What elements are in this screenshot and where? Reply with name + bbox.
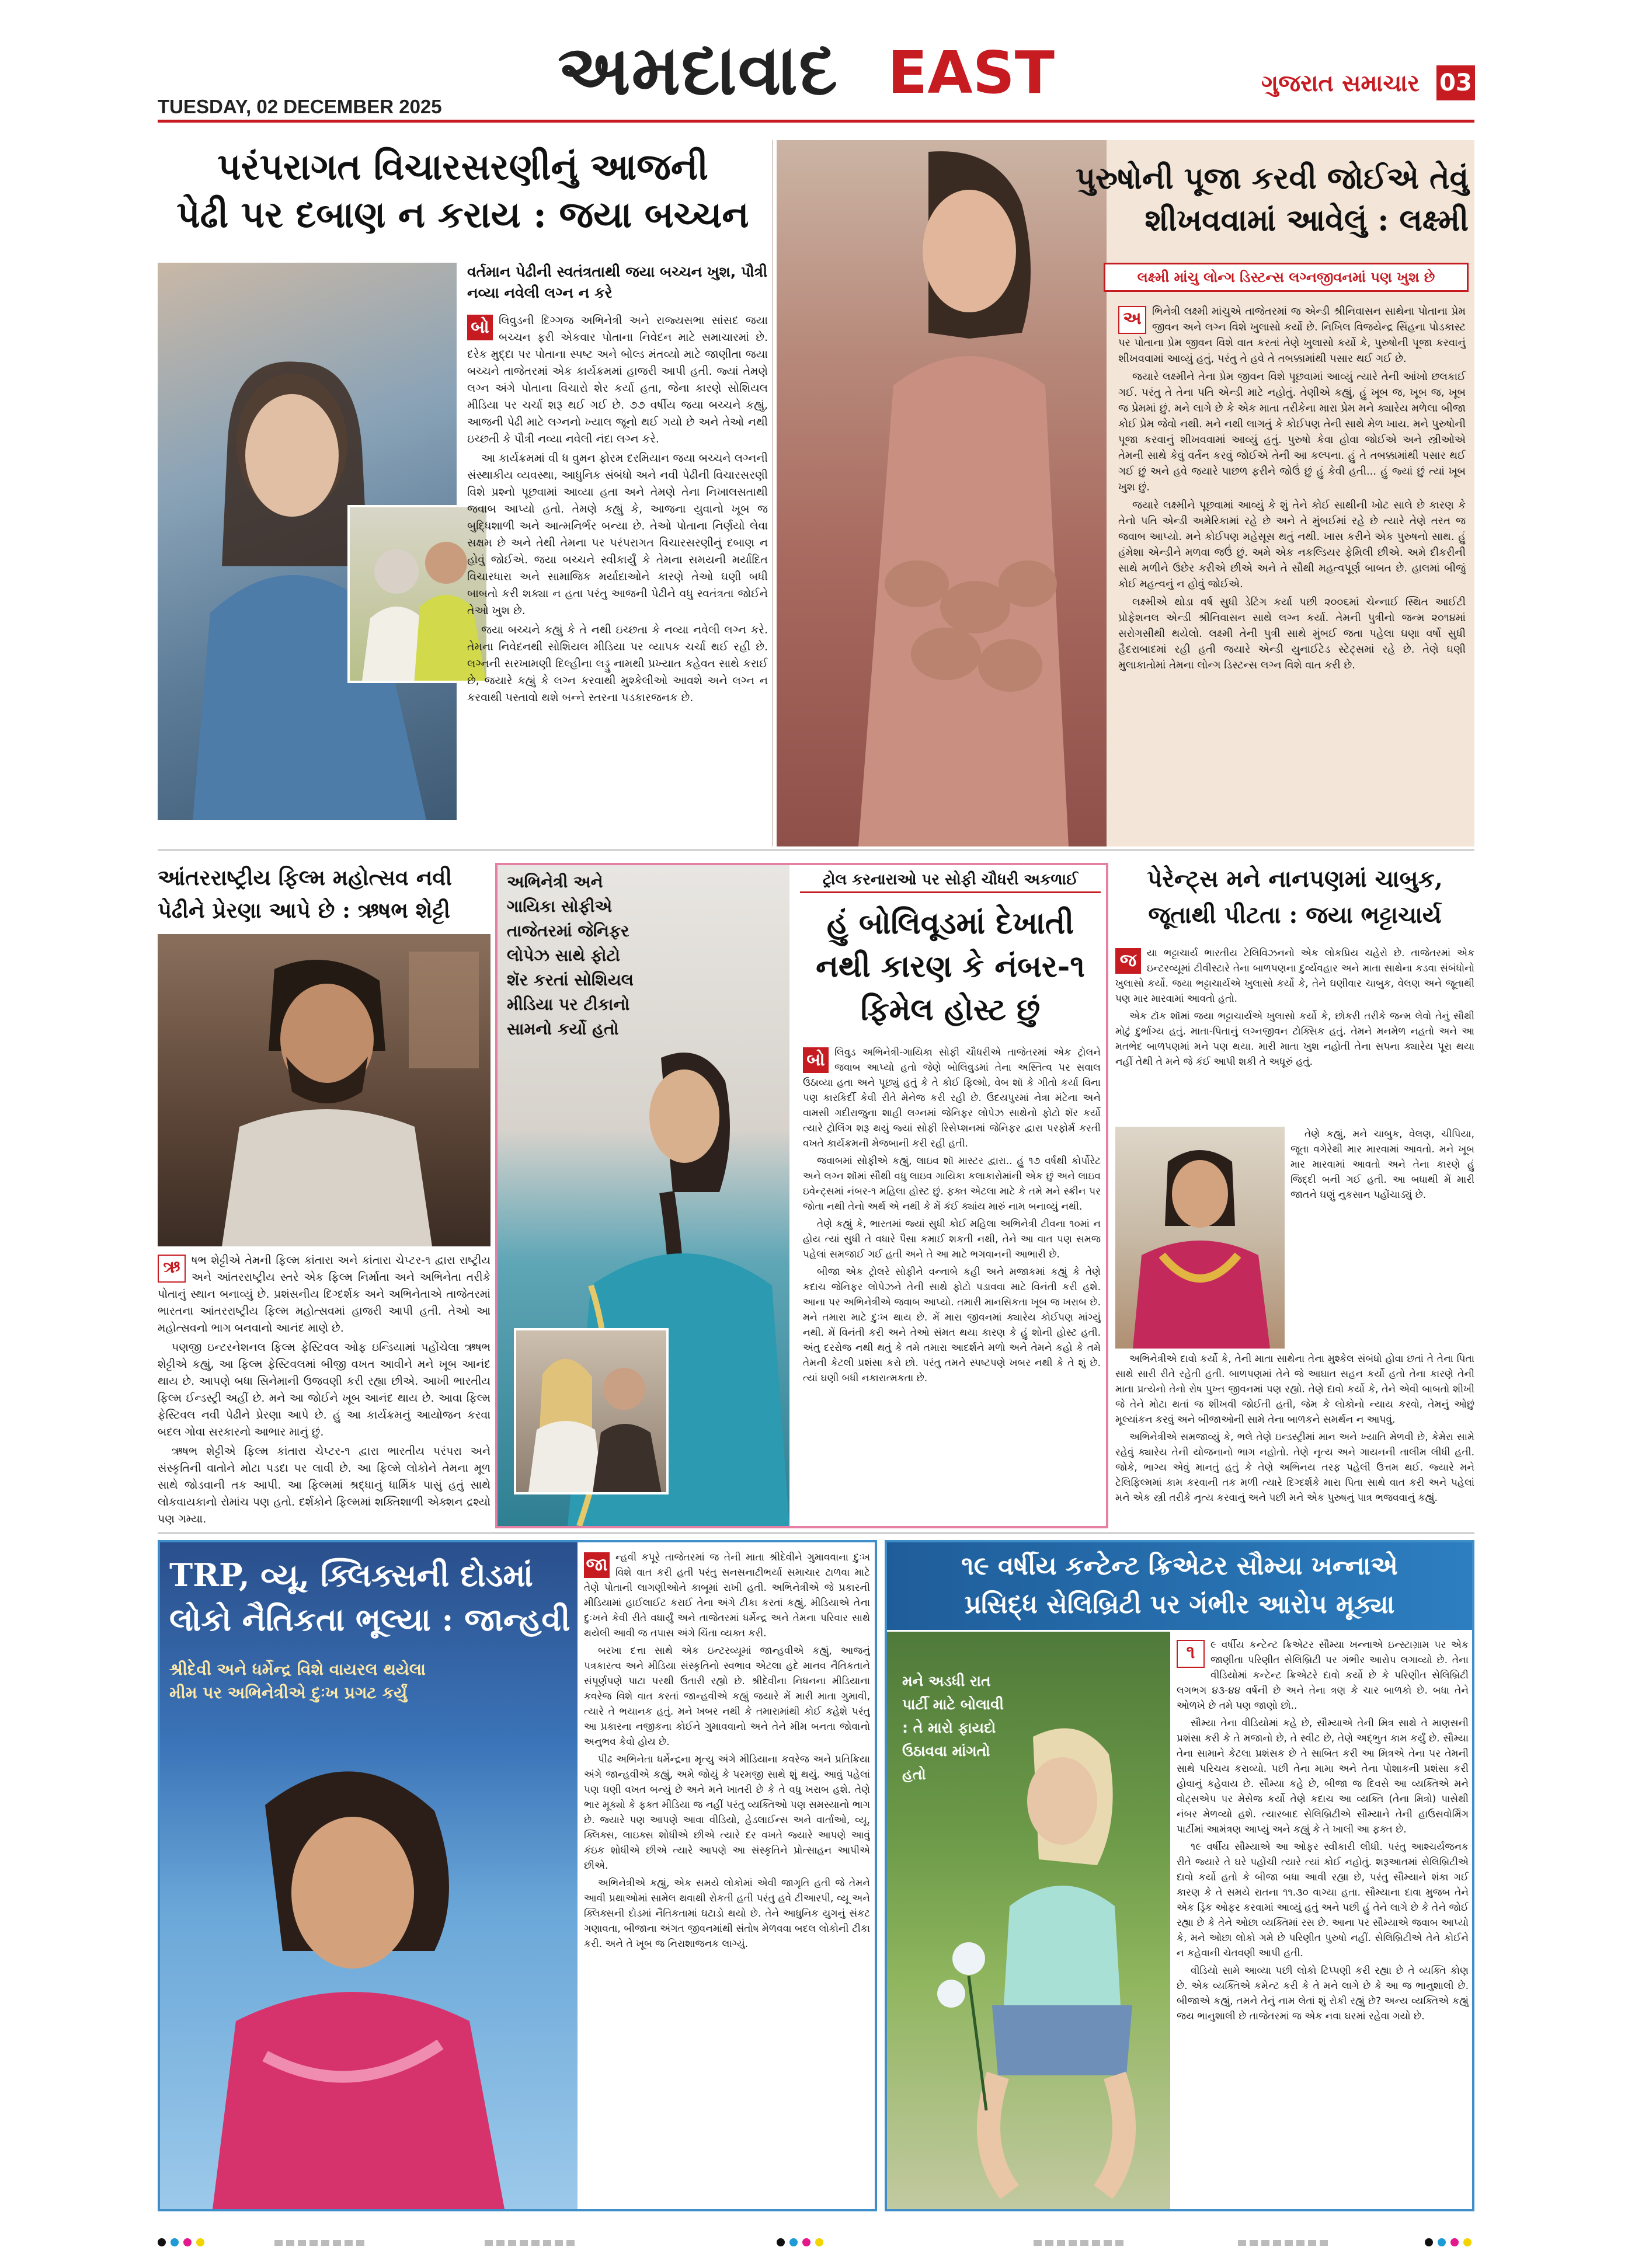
jaya-subhead: વર્તમાન પેઢીની સ્વતંત્રતાથી જયા બચ્ચન ખુશ, પૌત્રી નવ્યા નવેલી લગ્ન ન કરે [467,263,768,301]
registration-dot [1463,2238,1472,2246]
jaya-paragraph: લિવુડની દિગ્ગજ અભિનેત્રી અને રાજ્યસભા સાંસદ જયા બચ્ચન ફરી એકવાર પોતાના નિવેદન માટે સમાચારમાં છે. દરેક મુદ્દા પર પોતાના સ્પષ્ટ અને બોલ્ડ મંતવ્યો માટે જાણીતા જયા બચ્ચને તાજેતરમાં એક કાર્યક્રમમાં હાજરી આપી હતી. જ્યાં તેમણે લગ્ન અંગે પોતાના વિચારો શેર કર્યા હતા, જેના કારણે સોશિયલ મીડિયા પર ચર્ચા શરૂ થઈ ગઈ છે. ૭૭ વર્ષીય જયા બચ્ચને કહ્યું, આજની પેઢી માટે લગ્નનો ખ્યાલ જૂનો થઈ ગયો છે અને તેઓ નથી ઇચ્છતી કે પૌત્રી નવ્યા નવેલી નંદા લગ્ન કરે. [467,314,768,445]
lakshmi-headline-line2: શીખવવામાં આવેલું : લક્ષ્મી [1144,203,1469,238]
rishab-photo [158,934,491,1246]
bearded-man-icon [158,934,491,1246]
sophie-paragraph: તેણે કહ્યું કે, ભારતમાં જ્યાં સુધી કોઈ મહિલા અભિનેત્રી ટીવના ૧૦માં ન હોય ત્યાં સુધી તે વધારે પૈસા કમાઈ શકતી નથી, તેને આ વાત પણ સમજ પહેલાં સમજાઈ ગઈ હતી અને તે આ માટે ભગવાનની આભારી છે. [803,1218,1101,1260]
masthead-east: EAST [888,39,1055,107]
janhvi-paragraph: પીઢ અભિનેતા ધર્મેન્દ્રના મૃત્યુ અંગે મીડિયાના કવરેજ અને પ્રતિક્રિયા અંગે જાન્હવીએ કહ્યું, અમે જોયું કે પરમજી સાથે શું થયું. આવું પહેલાં પણ ઘણી વખત બન્યું છે અને મને ખાતરી છે કે તે વધુ ખરાબ હશે. તેણે ભાર મૂક્યો કે ફક્ત મીડિયા જ નહીં પરંતુ વ્યક્તિઓ પણ સમસ્યાનો ભાગ છે. જ્યારે પણ આપણે આવા વીડિયો, હેડલાઈન્સ અને વાર્તાઓ, વ્યૂ, ક્લિક્સ, લાઇક્સ શોધીએ છીએ ત્યારે દર વખતે જ્યારે આપણે આવું કંઇક શોધીએ છીએ ત્યારે આપણે આ સંસ્કૃતિને પ્રોત્સાહન આપીએ છીએ. [584,1754,870,1872]
janhvi-subhead-line1: શ્રીદેવી અને ધર્મેન્દ્ર વિશે વાયરલ થયેલા [169,1660,426,1679]
jayabhatta-paragraph: અભિનેત્રીએ દાવો કર્યો કે, તેની માતા સાથેના તેના મુશ્કેલ સંબંધો હોવા છતાં તે તેના પિતા સાથે સારી રીતે રહેતી હતી. બાળપણમાં તેને જે આઘાત સહન કર્યો હતો તેના કારણે તેની માતા પ્રત્યેનો તેનો રોષ પુખ્ત જીવનમાં પણ રહ્યો. તેણે દાવો કર્યો કે, તેને એવી બાબતો શીખી જે તેને મોટા થતાં જ શીખવી જોઈતી હતી, જેમ કે લોકોનો ન્યાય કરવો, તેમનું ઓછું મૂલ્યાંકન કરવું અને બીજાઓની સામે તેના બાળકને સમર્થન ન આપવું. [1115,1353,1474,1426]
sophie-paragraph: બીજા એક ટ્રોલરે સોફીને વન્નાબે કહી અને મજાકમાં કહ્યું કે તેણે કદાચ જેનિફર લોપેઝને તેની સાથે ફોટો પડાવવા માટે વિનંતી કરી હશે. આના પર અભિનેત્રીએ જવાબ આપ્યો. તમારી માનસિકતા ખૂબ જ ખરાબ છે. મને તમારા માટે દુઃખ થાય છે. મેં મારા જીવનમાં ક્યારેય કોઈપણ માંગ્યું નથી. મેં વિનંતી કરી અને તેઓ સંમત થયા કારણ કે હું શોની હોસ્ટ હતી. અંતુ દરરોજ નથી થતું કે તમે તમારા આદર્શને મળો અને તેમને કહો કે તમે તેમની કેટલી પ્રશંસા કરો છો. પરંતુ તમને સ્પષ્ટપણે ખબર નથી કે તે શું છે. ત્યાં ઘણી બધી નકારાત્મકતા છે. [803,1266,1101,1384]
page-number [1436,65,1475,100]
jaya-headline-line2: પેઢી પર દબાણ ન કરાય : જયા બચ્ચન [176,193,749,236]
sophie-dropcap: બો [803,1047,829,1073]
sophie-body [803,1045,1101,1524]
sophie-side-caption: અભિનેત્રી અને ગાયિકા સોફીએ તાજેતરમાં જેનિફર લોપેઝ સાથે ફોટો શૅર કરતાં સોશિયલ મીડિયા પર ટીકાનો સામનો કર્યો હતો [507,872,634,1039]
registration-dot [802,2238,810,2246]
registration-bar [1034,2240,1127,2246]
saumya-paragraph: ૧૯ વર્ષીય સૌમ્યાએ આ ઓફર સ્વીકારી લીધી. પરંતુ આશ્ચર્યજનક રીતે જ્યારે તે ઘરે પહોંચી ત્યારે ત્યાં કોઈ નહોતું. શરૂઆતમાં સેલિબ્રિટીએ દાવો કર્યો હતો કે બીજા બધા આવી રહ્યા છે, પરંતુ સૌમ્યાને શંકા ગઈ કારણ કે તે સમયે રાતના ૧૧.૩૦ વાગ્યા હતા. સૌમ્યાના દાવા મુજબ તેને એક ડ્રિંક ઓફર કરવામાં આવ્યું હતું અને પછી હું તેને લાગે છે કે તેને જોઈ રહ્યા છે કે તેને ઓછા વ્યક્તિમાં રસ છે. આના પર સૌમ્યાએ જવાબ આપ્યો કે, મને ઓછા લોકો ગમે છે પરિણીત પુરુષો નહીં. સેલિબ્રિટીએ તેને કોઈને ન કહેવાની ચેતવણી આપી હતી. [1177,1841,1469,1959]
sophie-headline-line1: હું બોલિવૂડમાં દેખાતી [826,905,1074,941]
rishab-paragraph: પણજી ઇન્ટરનેશનલ ફિલ્મ ફેસ્ટિવલ ઓફ ઇન્ડિયામાં પહોંચેલા ઋષભ શેટ્ટીએ કહ્યું, આ ફિલ્મ ફેસ્ટિવલમાં બીજી વખત આવીને મને ખૂબ આનંદ થાય છે. આપણે બધા સિનેમાની ઉજવણી કરી રહ્યા છીએ. આખી ભારતીય ફિલ્મ ઈન્ડસ્ટ્રી અહીં છે. મને આ જોઈને ખૂબ આનંદ થાય છે. આવા ફિલ્મ ફેસ્ટિવલ નવી પેઢીને પ્રેરણા આપે છે. હું આ કાર્યક્રમનું આયોજન કરવા બદલ ગોવા સરકારનો આભાર માનું છું. [158,1341,491,1438]
lakshmi-body [1118,304,1466,844]
lakshmi-paragraph: ભિનેત્રી લક્ષ્મી માંચુએ તાજેતરમાં જ એન્ડી શ્રીનિવાસન સાથેના પોતાના પ્રેમ જીવન અને લગ્ન વિશે ખુલાસો કર્યો છે. નિખિલ વિજયેન્દ્ર સિંહના પોડકાસ્ટ પર પોતાના પ્રેમ જીવન વિશે વાત કરતાં તેણે ખુલાસો કર્યો કે, પુરુષોની પૂજા કરવાનું શીખવવામાં આવ્યું હતું, પરંતુ તે હવે તે તબક્કામાંથી પસાર થઈ ગઈ છે. [1118,305,1466,365]
saumya-headline [887,1547,1472,1624]
registration-dot [183,2238,192,2246]
lakshmi-headline [1051,158,1469,242]
janhvi-headline-line2: લોકો નૈતિકતા ભૂલ્યા : જાન્હવી [169,1601,570,1638]
lakshmi-headline-line1: પુરુષોની પૂજા કરવી જોઈએ તેવું [1076,161,1469,196]
sophie-paragraph: લિવુડ અભિનેત્રી-ગાયિકા સોફી ચૌધરીએ તાજેતરમાં એક ટ્રોલને જવાબ આપ્યો હતો જેણે બોલિવુડમાં તેના અસ્તિત્વ પર સવાલ ઉઠાવ્યા હતા અને પૂછ્યું હતું કે તે કોઈ ફિલ્મો, વેબ શૉ કે ગીતો કર્યા વિના પણ કારકિર્દી કેવી રીતે મેનેજ કરી રહી છે. ઉદયપુરમાં નેત્રા મંટેના અને વામસી ગદીરાજુના શાહી લગ્નમાં જેનિફર લોપેઝ સાથેનો ફોટો શૅર કર્યો ત્યારે ટ્રોલિંગ શરૂ થયું જ્યાં સોફી રિસેપ્શનમાં જેનિફર દ્વારા પરફોર્મ કરતી વખતે કાર્યક્રમની મેજબાની કરી રહી હતી. [803,1047,1101,1149]
saumya-paragraph: વીડિયો સામે આવ્યા પછી લોકો ટિપ્પણી કરી રહ્યા છે તે વ્યક્તિ કોણ છે. એક વ્યક્તિએ કમેન્ટ કરી કે તે મને લાગે છે કે આ જ ભાનુશાલી છે. બીજાએ કહ્યું, તમને તેનું નામ લેતાં શું રોકી રહ્યું છે? અન્ય વ્યક્તિએ કહ્યું જય ભાનુશાલી છે તાજેતરમાં જ એક નવા ઘરમાં રહેવા ગયો છે. [1177,1965,1469,2022]
registration-dot [196,2238,204,2246]
sophie-jlo-photo [514,1328,669,1494]
jayabhatta-body-side [1290,1127,1474,1349]
registration-strip [158,2236,1474,2250]
woman-in-pink-outfit-icon [160,1542,578,2209]
registration-dot [815,2238,823,2246]
column-divider [772,140,773,846]
sophie-headline-line2: નથી કારણ કે નંબર-૧ [816,949,1085,984]
page-number-text: 03 [1439,69,1472,96]
jayabhatta-body-bottom [1115,1351,1474,1527]
masthead-paper: ગુજરાત સમાચાર [1261,70,1420,97]
sophie-kicker: ટ્રોલ કરનારાઓ પર સોફી ચૌધરી અકળાઈ [800,871,1101,893]
janhvi-headline [169,1553,578,1642]
jayabhatta-dropcap: જ [1115,948,1141,974]
saumya-dropcap: ૧ [1177,1640,1205,1668]
jaya-paragraph: જયા બચ્ચને કહ્યું કે તે નથી ઇચ્છતા કે નવ્યા નવેલી લગ્ન કરે. તેમના નિવેદનથી સોશિયલ મીડિયા પર વ્યાપક ચર્ચા થઈ રહી છે. લગ્નની સરખામણી દિલ્હીના લડ્ડુ નામથી પ્રખ્યાત કહેવત સાથે કરાઈ છે, જયારે કહ્યું કે લગ્ન કરવાથી મુશ્કેલીઓ આવશે અને લગ્ન ન કરવાથી પસ્તાવો થશે બન્ને સ્તરના પડકારજનક છે. [467,623,768,704]
registration-dot [1450,2238,1459,2246]
registration-dot [171,2238,179,2246]
janhvi-photo [160,1542,578,2209]
janhvi-paragraph: બરખા દત્તા સાથે એક ઇન્ટરવ્યૂમાં જાન્હવીએ કહ્યું, આજનું પત્રકારત્વ અને મીડિયા સંસ્કૃતિનો સ્વભાવ એટલા હદે માનવ નૈતિકતાને સંપૂર્ણપણે પાટા પરથી ઉતારી રહ્યો છે. શ્રીદેવીના નિધનના મીડિયાના કવરેજ વિશે વાત કરતાં જાન્હવીએ કહ્યું જયારે મેં મારી માતા ગુમાવી, ત્યારે તે ભયાનક હતું. મને ખબર નથી કે તમારામાંથી કોઈ કહેશે પરંતુ આ પ્રકારના નજીકના કોઈને ગુમાવવાનો અને તેને મીમ બનતા જોવાનો અનુભવ કેવો હોય છે. [584,1645,870,1748]
sophie-paragraph: જવાબમાં સોફીએ કહ્યું, લાઇવ શૉ માસ્ટર દ્વારા.. હું ૧૭ વર્ષથી કોર્પોરેટ અને લગ્ન શૉમાં સૌથી વધુ લાઇવ ગાયિકા કલાકારોમાંની એક છું અને લાઇવ ઇવેન્ટ્સમાં નંબર-૧ મહિલા હોસ્ટ છું. ફક્ત એટલા માટે કે તમે મને સ્ક્રીન પર જોતા નથી તેનો અર્થ એ નથી કે મેં કંઈ ક્યાંય મારું નામ બનાવ્યું નથી. [803,1155,1101,1213]
janhvi-subhead-line2: મીમ પર અભિનેત્રીએ દુઃખ પ્રગટ કર્યું [169,1683,408,1702]
registration-dot [777,2238,785,2246]
jaya-dropcap: બો [467,315,493,340]
masthead [0,0,1635,123]
masthead-rule [158,120,1474,123]
janhvi-body [584,1550,870,2207]
jayabhatta-photo [1115,1127,1285,1349]
jayabhatta-paragraph: અભિનેત્રીએ સમજાવ્યું કે, ભલે તેણે ઇન્ડસ્ટ્રીમાં માન અને ખ્યાતિ મેળવી છે, કેમેરા સામે રહેવું ક્યારેય તેની યોજનાનો ભાગ નહોતો. તેણે નૃત્ય અને ગાયનની તાલીમ લીધી હતી. જોકે, ભાગ્ય એવું માનતું હતું કે તેણે અભિનય તરફ પહેલી ઉત્તમ થઈ. જ્યારે મને ટેલિફિલ્મમાં કામ કરવાની તક મળી ત્યારે દિગ્દર્શકે મારા પિતા સાથે વાત કરી અને પહેલાં મને એક સ્ત્રી તરીકે નૃત્ય કરવાનું અને પછી મને એક પુરુષનું પાત્ર ભજવવાનું કહ્યું. [1115,1431,1474,1504]
woman-in-saree-icon [1115,1127,1285,1349]
masthead-date: TUESDAY, 02 DECEMBER 2025 [158,96,442,117]
lakshmi-paragraph: જયારે લક્ષ્મીને પૂછવામાં આવ્યું કે શું તેને કોઈ સાથીની ખોટ સાલે છે કારણ કે તેનો પતિ એન્ડી અમેરિકામાં રહે છે અને તે મુંબઈમાં રહે છે ત્યારે તેણે તરત જ જવાબ આપ્યો. મને કોઈપણ મહેસૂસ થતું નથી. ખાસ કરીને એક પુરુષનો સાથ. હું હંમેશા એન્ડીને મળવા જઉં છું. અમે એક નકલ્ડિયર ફેમિલી છીએ. અમે દીકરીની સાથે મળીને ઉછેર કરીએ છીએ અને તે સૌથી મહત્વપૂર્ણ બાબત છે. હાલમાં બીજું કોઈ મહત્વનું ન હોવું જોઈએ. [1118,499,1466,590]
janhvi-subhead [169,1658,578,1705]
janhvi-headline-line1: TRP, વ્યૂ, ક્લિક્સની દોડમાં [169,1556,533,1594]
lakshmi-photo [777,140,1107,846]
saumya-headline-line1: ૧૯ વર્ષીય કન્ટેન્ટ ક્રિએટર સૌમ્યા ખન્નાએ [961,1551,1398,1581]
registration-dot [789,2238,798,2246]
registration-bar [274,2240,368,2246]
lakshmi-subhead: લક્ષ્મી માંચુ લોન્ગ ડિસ્ટન્સ લગ્નજીવનમાં પણ ખુશ છે [1137,269,1435,285]
registration-bar [485,2240,578,2246]
sophie-headline-line3: ફિમેલ હોસ્ટ છું [860,992,1041,1027]
lakshmi-dropcap: અ [1118,306,1146,334]
registration-dot [1425,2238,1433,2246]
janhvi-dropcap: જા [584,1552,610,1578]
janhvi-paragraph: ન્હવી કપૂરે તાજેતરમાં જ તેની માતા શ્રીદેવીને ગુમાવવાના દુઃખ વિશે વાત કરી હતી પરંતુ સનસનાટીભર્યા સમાચાર ટાળવા માટે તેણે પોતાની લાગણીઓને કાબૂમાં રાખી હતી. અભિનેત્રીએ જે પ્રકારની મીડિયામાં હાઈલાઈટ કરાઈ તેના અંગે ટીકા કરતાં કહ્યું, મીડિયાએ તેના દુઃખને કેવી રીતે વધાર્યું અને તાજેતરમાં ધર્મેન્દ્ર અને તેમના પરિવાર સાથે થયેલી આવી જ તપાસ અંગે ચિંતા વ્યક્ત કરી. [584,1552,870,1639]
jaya-headline [158,143,768,239]
lakshmi-subhead-box [1104,263,1469,292]
jayabhatta-headline [1115,861,1474,933]
saumya-paragraph: ૯ વર્ષીય કન્ટેન્ટ ક્રિએટર સૌમ્યા ખન્નાએ ઇન્સ્ટાગ્રામ પર એક જાણીતા પરિણીત સેલિબ્રિટી પર ગંભીર આરોપ લગાવ્યો છે. તેના વીડિયોમાં કન્ટેન્ટ ક્રિએટરે દાવો કર્યો છે કે પરિણીત સેલિબ્રિટી લગભગ ૪૩-૪૪ વર્ષની છે અને તેના ત્રણ કે ચાર બાળકો છે. બધા તેને ઓળખે છે તમે પણ જાણો છો.. [1177,1639,1469,1712]
rishab-body [158,1252,491,1527]
registration-bar [1238,2240,1331,2246]
masthead-title: અમદાવાદ [558,29,839,110]
sophie-headline [800,902,1101,1032]
jayabhatta-body-top [1115,946,1474,1127]
jayabhatta-paragraph: તેણે કહ્યું, મને ચાબુક, વેલણ, ચીપિયા, જૂતા વગેરેથી માર મારવામાં આવતો. મને ખૂબ માર મારવામાં આવતો અને તેના કારણે હું જિદ્દી બની ગઈ હતી. આ બધાથી મેં મારી જાતને ઘણું નુકસાન પહોંચાડ્યું છે. [1290,1128,1474,1201]
rishab-paragraph: ઋષભ શેટ્ટીએ ફિલ્મ કાંતારા ચેપ્ટર-૧ દ્વારા ભારતીય પરંપરા અને સંસ્કૃતિની વાતોને મોટા પડદા પર લાવી છે. આ ફિલ્મે લોકોને તેમના મૂળ સાથે જોડવાની તક આપી. આ ફિલ્મમાં શ્રદ્ધાનું ધાર્મિક પાસું હતું સાથે લોકવાયકાનો રોમાંચ પણ હતો. દર્શકોને ફિલ્મમાં શક્તિશાળી એક્શન દ્રશ્યો પણ ગમ્યા. [158,1445,491,1525]
janhvi-paragraph: અભિનેત્રીએ કહ્યું, એક સમયે લોકોમાં એવી જાગૃતિ હતી જે તેમને આવી પ્રથાઓમાં સામેલ થવાથી રોકતી હતી પરંતુ હવે ટીઆરપી, વ્યૂ અને ક્લિક્સની દોડમાં નૈતિકતામાં ઘટાડો થયો છે. તેને આધુનિક યુગનું સંકટ ગણાવતા, બીજાના અંગત જીવનમાંથી સંતોષ મેળવવા બદલ લોકોની ટીકા કરી. અને તે ખૂબ જ નિરાશાજનક લાગ્યું. [584,1877,870,1950]
section-rule [158,1532,1474,1534]
jaya-paragraph: આ કાર્યક્રમમાં વી ધ વુમન ફોરમ દરમિયાન જયા બચ્ચને લગ્નની સંસ્થાકીય વ્યવસ્થા, આધુનિક સંબંધો અને નવી પેઢીની વિચારસરણી વિશે પ્રશ્નો પૂછવામાં આવ્યા હતા અને તેમણે તેના નિખાલસતાથી જવાબ આપ્યો હતો. તેમણે કહ્યું કે, આજના યુવાનો ખૂબ જ બુદ્ધિશાળી અને આત્મનિર્ભર બન્યા છે. તેઓ પોતાના નિર્ણયો લેવા સક્ષમ છે અને તેથી તેમના પર પરંપરાગત વિચારસરણીનું દબાણ ન હોવું જોઈએ. જયા બચ્ચને સ્વીકાર્યું કે તેમના સમયની મર્યાદિત વિચારધારા અને સામાજિક મર્યાદાઓને કારણે તેઓ ઘણી બધી બાબતો કરી શક્યા ન હતા પરંતુ આજની પેઢીને વધુ સ્વતંત્રતા જોઈને તેઓ ખુશ છે. [467,452,768,617]
two-people-icon [516,1330,669,1494]
saumya-photo-quote: મને અડધી રાત પાર્ટી માટે બોલાવી : તે મારો ફાયદો ઉઠાવવા માંગતો હતો [902,1673,1004,1783]
rishab-headline [158,861,493,926]
rishab-dropcap: ઋ [158,1255,186,1283]
rishab-headline-line2: પેઢીને પ્રેરણા આપે છે : ઋષભ શેટ્ટી [158,897,451,923]
saumya-headline-line2: પ્રસિદ્ધ સેલિબ્રિટી પર ગંભીર આરોપ મૂક્યા [964,1590,1395,1619]
lakshmi-paragraph: લક્ષ્મીએ થોડા વર્ષ સુધી ડેટિંગ કર્યા પછી ૨૦૦૬માં ચેન્નાઈ સ્થિત આઈટી પ્રોફેશનલ એન્ડી શ્રીનિવાસન સાથે લગ્ન કર્યા. તેમની પુત્રીનો જન્મ ૨૦૧૪માં સરોગસીથી થયેલો. લક્ષ્મી તેની પુત્રી સાથે મુંબઈ જતા પહેલા ઘણા વર્ષો સુધી હૈદરાબાદમાં રહી હતી જયારે એન્ડી યુનાઈટેડ સ્ટેટ્સમાં રહે છે. તેણે ઘણી મુલાકાતોમાં તેમના લોન્ગ ડિસ્ટન્સ લગ્ન વિશે વાત કરી છે. [1118,596,1466,671]
jayabhatta-paragraph: એક ટૉક શૉમાં જયા ભટ્ટાચાર્યએ ખુલાસો કર્યો કે, છોકરી તરીકે જન્મ લેવો તેનું સૌથી મોટું દુર્ભાગ્ય હતું. માતા-પિતાનું લગ્નજીવન ટોક્સિક હતું. તેમને મનમેળ નહતો અને આ મતભેદ બાળપણમાં મને પણ થયા. મારી માતા ખુશ નહોતી તેના સપના ક્યારેય પૂરા થયા નહીં તેથી તે મને જે કંઈ આપી શકી તે અધૂરું હતું. [1115,1011,1474,1068]
jayabhatta-headline-line1: પેરેન્ટ્સ મને નાનપણમાં ચાબુક, [1147,865,1443,893]
registration-dot [1438,2238,1446,2246]
section-rule [158,849,1474,851]
registration-dot [158,2238,166,2246]
jaya-headline-line1: પરંપરાગત વિચારસરણીનું આજની [217,145,708,188]
rishab-paragraph: ષભ શેટ્ટીએ તેમની ફિલ્મ કાંતારા અને કાંતારા ચેપ્ટર-૧ દ્વારા રાષ્ટ્રીય અને આંતરરાષ્ટ્રીય સ્તરે એક ફિલ્મ નિર્માતા અને અભિનેતા તરીકે પોતાનું સ્થાન બનાવ્યું છે. પ્રશંસનીય દિગ્દર્શક અને અભિનેતાએ તાજેતરમાં ભારતના આંતરરાષ્ટ્રીય ફિલ્મ મહોત્સવમાં હાજરી આપી હતી. તેઓ આ મહોત્સવનો ભાગ બનવાનો આનંદ માણે છે. [158,1254,491,1335]
jayabhatta-paragraph: યા ભટ્ટાચાર્ય ભારતીય ટેલિવિઝનનો એક લોકપ્રિય ચહેરો છે. તાજેતરમાં એક ઇન્ટરવ્યૂમાં ટીવીસ્ટારે તેના બાળપણના દુર્વ્યવહાર અને માતા સાથેના કડવા સંબંધોનો ખુલાસો કર્યો. જયા ભટ્ટાચાર્યએ ખુલાસો કર્યો કે, તેને ઘણીવાર ચાબુક, વેલણ અને જૂતાથી પણ માર મારવામાં આવતો હતો. [1115,947,1474,1005]
rishab-headline-line1: આંતરરાષ્ટ્રીય ફિલ્મ મહોત્સવ નવી [158,865,453,890]
saumya-paragraph: સૌમ્યા તેના વીડિયોમાં કહે છે, સૌમ્યાએ તેની મિત્ર સાથે તે માણસની પ્રશંસા કરી કે તે મજાનો છે, તે સ્વીટ છે, તેણે અદ્ભુત કામ કર્યું છે. સૌમ્યા તેના સામાને કેટલા પ્રશંસક છે તે સાબિત કરી આ મિત્રએ તેના પર તેમની સાથે પરિચય કરાવ્યો. પછી તેના મામા અને તેના પોશાકની પ્રશંસા કરી હોવાનું કહેવાય છે. સૌમ્યા કહે છે, બીજા જ દિવસે આ વ્યક્તિએ મને વોટ્સએપ પર મેસેજ કર્યો તેણે કદાચ આ વ્યક્તિ (તેના મિત્રો) પાસેથી નંબર મેળવ્યો હશે. ત્યારબાદ સેલિબ્રિટીએ સૌમ્યાને તેની હાઉસવોર્મિંગ પાર્ટીમાં આમંત્રણ આપ્યું અને કહ્યું કે તે ખાલી આ ફક્ત છે. [1177,1717,1469,1835]
woman-in-pink-outfit-icon [777,140,1107,846]
saumya-body [1177,1638,1469,2207]
jayabhatta-headline-line2: જૂતાથી પીટતા : જયા ભટ્ટાચાર્ય [1148,901,1442,929]
lakshmi-paragraph: જયારે લક્ષ્મીને તેના પ્રેમ જીવન વિશે પૂછવામાં આવ્યું ત્યારે તેની આંખો છલકાઈ ગઈ. પરંતુ તે તેના પતિ એન્ડી માટે નહોતું. તેણીએ કહ્યું, હું ખૂબ જ, ખૂબ જ, ખૂબ જ પ્રેમમાં છું. મને લાગે છે કે એક માતા તરીકેના મારા પ્રેમ મને ક્યારેય મળેલા બીજા કોઈ પ્રેમ જેવો નથી. મને નથી લાગતું કે કોઈપણ તેની સાથે મેળ ખાય. મને પુરુષોની પૂજા કરવાનું શીખવવામાં આવ્યું હતું. પુરુષો કેવા હોવા જોઈએ અને સ્ત્રીઓએ તેમની સાથે કેવું વર્તન કરવું જોઈએ તેની આ કલ્પના. હું તે તબક્કામાંથી પસાર થઈ ગઈ છું અને હવે જયારે પાછળ ફરીને જોઉં છું હું કેવી હતી... હું જ્યાં છું ત્યાં ખૂબ ખુશ છું. [1118,371,1466,493]
